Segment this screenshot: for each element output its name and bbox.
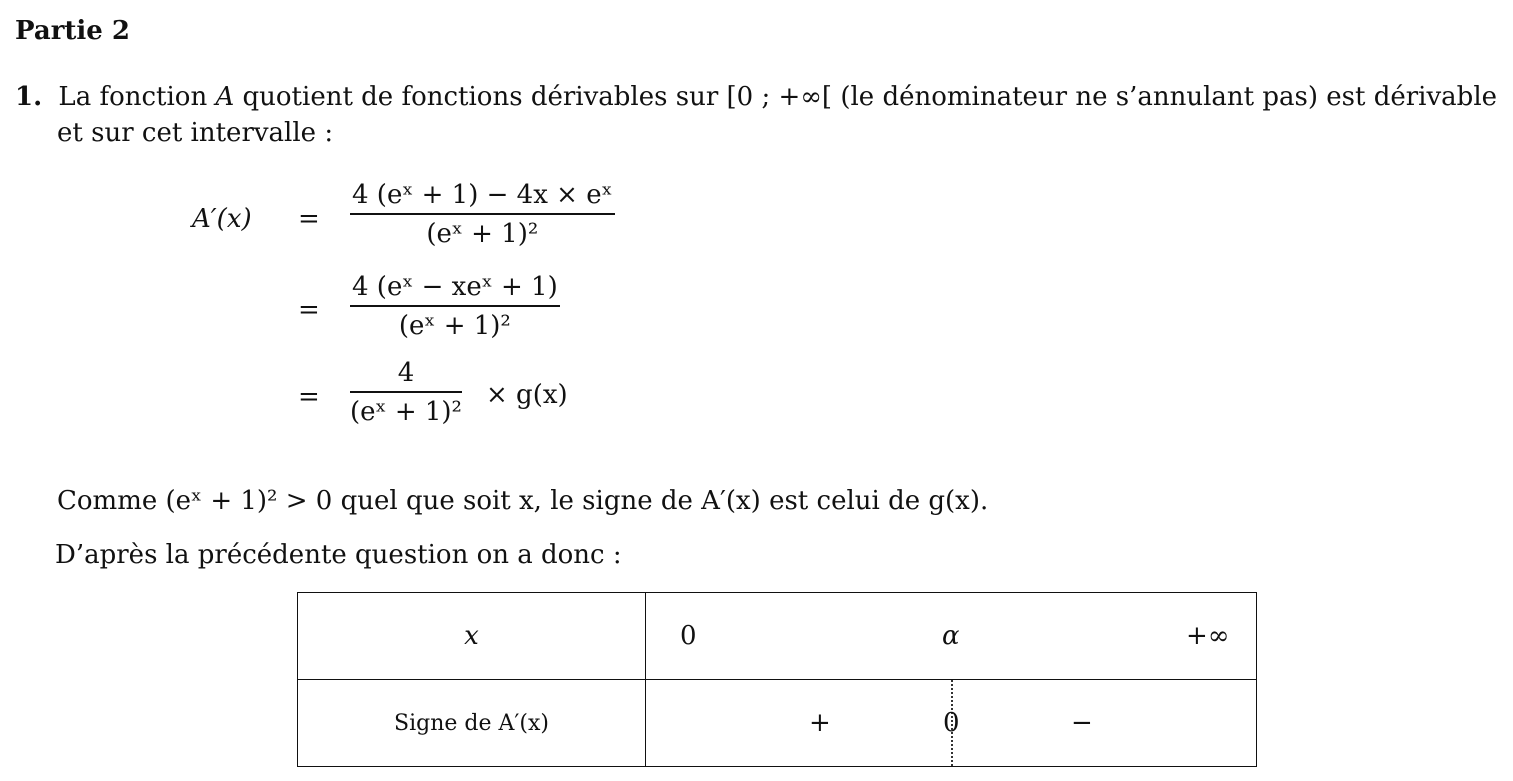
- signs-cell: [646, 680, 1257, 767]
- equals-sign-3: =: [298, 382, 320, 412]
- x-value-end: +∞: [1186, 621, 1230, 651]
- fraction-row3: [350, 358, 462, 427]
- variable-label: x: [464, 621, 479, 651]
- paragraph-intro-line2: et sur cet intervalle :: [57, 118, 334, 148]
- variable-label-cell: [298, 593, 646, 680]
- section-title: Partie 2: [15, 16, 130, 46]
- sign-zero: 0: [943, 708, 960, 738]
- sign-table-row-x: [298, 593, 1257, 680]
- dapres-line: D’après la précédente question on a donc :: [55, 540, 622, 570]
- denominator-row1: (eˣ + 1)²: [350, 213, 615, 249]
- equation-lhs: A′(x): [192, 204, 252, 234]
- equation-row3-suffix: × g(x): [486, 380, 568, 410]
- denominator-row3: (eˣ + 1)²: [350, 391, 462, 427]
- function-name: A: [215, 82, 235, 112]
- equals-sign-1: =: [298, 204, 320, 234]
- intro-text-1: La fonction: [58, 82, 216, 112]
- item-number: 1.: [15, 82, 43, 112]
- sign-table: [297, 592, 1257, 767]
- paragraph-intro: [15, 82, 1497, 112]
- numerator-row1: 4 (eˣ + 1) − 4x × eˣ: [352, 180, 613, 210]
- x-value-alpha: α: [942, 621, 960, 651]
- numerator-row2: 4 (eˣ − xeˣ + 1): [352, 272, 558, 302]
- sign-positive: +: [809, 708, 831, 738]
- intro-text-2: quotient de fonctions dérivables sur [0 ; +∞[ (le dénominateur ne s’annulant pas) est dérivable: [234, 82, 1498, 112]
- sign-label-cell: [298, 680, 646, 767]
- sign-table-row-sign: [298, 680, 1257, 767]
- sign-negative: −: [1071, 708, 1093, 738]
- denominator-row2: (eˣ + 1)²: [350, 305, 560, 341]
- x-value-start: 0: [680, 621, 697, 651]
- x-values-cell: [646, 593, 1257, 680]
- fraction-row2: [350, 272, 560, 341]
- numerator-row3: 4: [397, 358, 415, 388]
- comme-line: Comme (eˣ + 1)² > 0 quel que soit x, le signe de A′(x) est celui de g(x).: [57, 486, 989, 516]
- equals-sign-2: =: [298, 295, 320, 325]
- fraction-row1: [350, 180, 615, 249]
- sign-label: Signe de A′(x): [394, 710, 549, 736]
